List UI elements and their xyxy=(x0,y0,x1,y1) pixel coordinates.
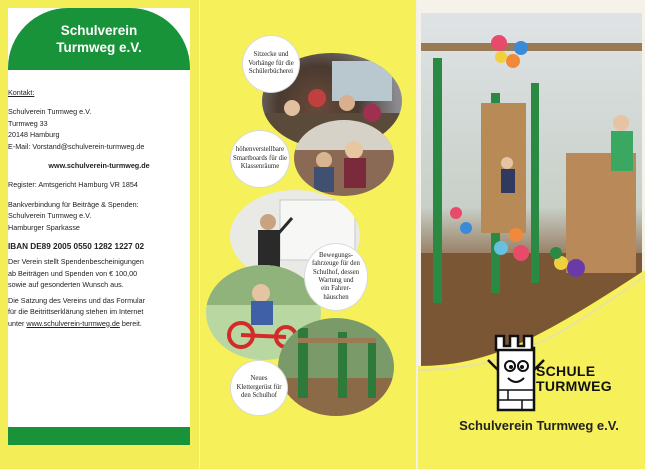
contact-card xyxy=(8,8,190,445)
contact-header xyxy=(8,8,190,70)
iban-line: IBAN DE89 2005 0550 1282 1227 02 xyxy=(8,242,145,252)
caption-bubble-vehicles xyxy=(304,243,368,311)
right-panel xyxy=(418,0,645,469)
caption-text: häuschen xyxy=(323,293,349,301)
address-line: Schulverein Turmweg e.V. xyxy=(8,107,92,117)
bank-line: Bankverbindung für Beiträge & Spenden: xyxy=(8,199,139,209)
left-panel xyxy=(0,0,199,469)
address-line: Turmweg 33 xyxy=(8,118,48,128)
header-line-1: Schulverein xyxy=(60,23,138,38)
logo-line-2: TURMWEG xyxy=(536,378,612,394)
email-link[interactable]: E-Mail: Vorstand@schulverein-turmweg.de xyxy=(8,141,145,151)
classroom-photo-graphic xyxy=(294,120,394,196)
caption-text: Neues xyxy=(250,375,268,383)
statute-website-link[interactable]: www.schulverein-turmweg.de xyxy=(26,318,120,328)
caption-text: Schülerbücherei xyxy=(248,68,294,76)
statute-line: Die Satzung des Vereins und das Formular xyxy=(8,295,146,305)
address-line: 20148 Hamburg xyxy=(8,130,60,140)
bank-line: Schulverein Turmweg e.V. xyxy=(8,211,92,221)
header-line-2: Turmweg e.V. xyxy=(56,40,142,55)
donation-line: Der Verein stellt Spendenbescheinigungen xyxy=(8,257,144,267)
climbing-frame-photo xyxy=(278,318,394,416)
classroom-photo xyxy=(294,120,394,196)
statute-line-last xyxy=(8,318,190,329)
caption-text: Klettergerüst für xyxy=(236,383,282,391)
caption-text: Wartung und xyxy=(318,277,354,284)
caption-text: Bewegungs- xyxy=(319,251,353,259)
website-link[interactable]: www.schulverein-turmweg.de xyxy=(48,161,150,171)
caption-text: Klassenräume xyxy=(240,163,280,171)
register-line: Register: Amtsgericht Hamburg VR 1854 xyxy=(8,180,138,190)
contact-heading: Kontakt: xyxy=(8,88,35,97)
bank-line: Hamburger Sparkasse xyxy=(8,222,80,232)
caption-bubble-climbing xyxy=(230,360,288,416)
donation-line: sowie auf gesonderten Wunsch aus. xyxy=(8,280,124,290)
statute-suffix: bereit. xyxy=(119,318,142,328)
caption-bubble-smartboards xyxy=(230,130,290,188)
logo-line-1: SCHULE xyxy=(536,363,596,379)
caption-text: höhenverstellbare xyxy=(235,146,285,154)
donation-line: ab Beiträgen und Spenden von € 100,00 xyxy=(8,268,138,278)
green-footer-bar xyxy=(8,427,190,445)
caption-text: fahrzeuge für den xyxy=(312,260,360,268)
tagline: Schulverein Turmweg e.V. xyxy=(459,418,619,433)
middle-panel xyxy=(200,0,416,469)
climbing-frame-photo-graphic xyxy=(278,318,394,416)
contact-body xyxy=(8,88,190,329)
caption-text: Sitzecke und xyxy=(253,51,289,59)
caption-text: Smartboards für die xyxy=(233,154,287,162)
statute-prefix: unter xyxy=(8,318,27,328)
statute-line: für die Beitrittserklärung stehen im Internet xyxy=(8,307,144,317)
caption-text: Vorhänge für die xyxy=(248,59,294,67)
caption-text: Schulhof, dessen xyxy=(312,268,360,276)
caption-text: ein Fahrer- xyxy=(321,285,351,293)
caption-text: den Schulhof xyxy=(240,392,278,400)
caption-bubble-library xyxy=(242,35,300,93)
